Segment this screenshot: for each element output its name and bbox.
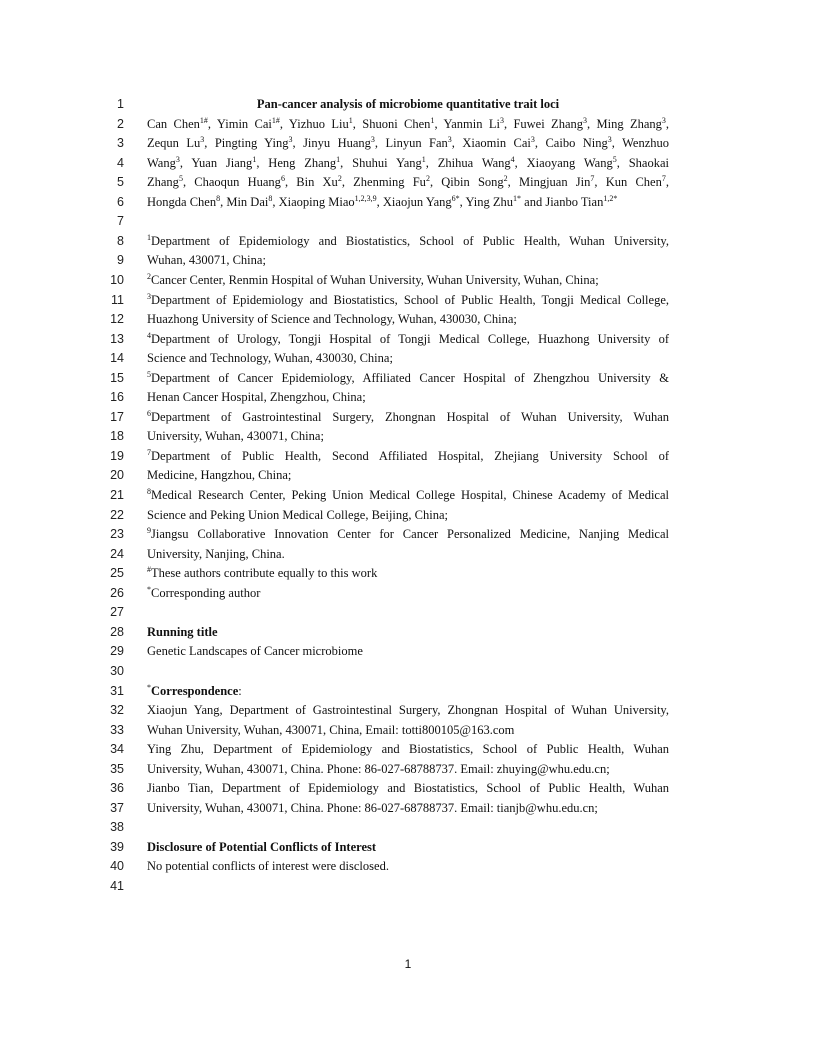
blank-line xyxy=(0,877,816,897)
author-name: , Ming Zhang xyxy=(587,116,662,131)
affiliation-line xyxy=(0,310,816,330)
running-title-heading: Running title xyxy=(147,624,218,639)
line-number: 30 xyxy=(110,663,124,678)
correspondence-line xyxy=(0,779,816,799)
affiliation-superscript: 2 xyxy=(337,174,342,184)
line-text xyxy=(147,642,669,660)
author-name: , Xiaojun Yang xyxy=(376,194,452,209)
line-text xyxy=(147,486,669,504)
author-name: , Zhihua Wang xyxy=(425,155,511,170)
correspondence-text: Wuhan University, Wuhan, 430071, China, Email: totti800105@163.com xyxy=(147,722,515,737)
affiliation-marker: 6 xyxy=(147,408,151,418)
affiliation-text: Henan Cancer Hospital, Zhengzhou, China; xyxy=(147,390,366,405)
correspondence-text: University, Wuhan, 430071, China. Phone: 86-027-68788737. Email: zhuying@whu.edu.cn; xyxy=(147,761,610,776)
blank-line xyxy=(0,212,816,232)
line-text xyxy=(147,545,669,563)
affiliation-line xyxy=(0,330,816,350)
author-name: , Fuwei Zhang xyxy=(503,116,583,131)
affiliation-superscript: 3 xyxy=(447,135,452,145)
author-name: , Yuan Jiang xyxy=(179,155,253,170)
disclosure-text: No potential conflicts of interest were disclosed. xyxy=(147,859,389,874)
author-name: and Jianbo Tian xyxy=(521,194,604,209)
affiliation-superscript: 1# xyxy=(199,115,208,125)
line-text xyxy=(147,134,669,152)
affiliation-superscript: 7 xyxy=(661,174,666,184)
affiliation-line xyxy=(0,408,816,428)
affiliation-text: Department of Epidemiology and Biostatistics, School of Public Health, Tongji Medical College, xyxy=(151,292,669,307)
author-name: , Shaokai xyxy=(616,155,669,170)
author-name: Zequn Lu xyxy=(147,136,201,151)
affiliation-marker: 8 xyxy=(147,487,151,496)
line-number: 25 xyxy=(110,566,124,581)
affiliation-superscript: 3 xyxy=(288,135,293,145)
line-text xyxy=(147,799,669,817)
affiliation-line xyxy=(0,506,816,526)
affiliation-superscript: 1 xyxy=(252,154,257,164)
author-name: , Xiaomin Cai xyxy=(451,136,531,151)
author-line xyxy=(0,134,816,154)
line-text xyxy=(147,740,669,758)
affiliation-line xyxy=(0,427,816,447)
correspondence-heading: Correspondence xyxy=(151,683,239,698)
affiliation-superscript: 5 xyxy=(612,154,617,164)
line-number: 33 xyxy=(110,722,124,737)
affiliation-superscript: 8 xyxy=(268,193,273,203)
affiliation-superscript: 3 xyxy=(661,115,666,125)
author-name: , Xiaoping Miao xyxy=(272,194,355,209)
affiliation-text: Department of Public Health, Second Affiliated Hospital, Zhejiang University School of xyxy=(151,448,669,463)
affiliation-line xyxy=(0,525,816,545)
running-title-text: Genetic Landscapes of Cancer microbiome xyxy=(147,644,363,659)
affiliation-line xyxy=(0,545,816,565)
line-number: 26 xyxy=(110,585,124,600)
line-number: 22 xyxy=(110,507,124,522)
correspondence-line xyxy=(0,701,816,721)
line-number: 28 xyxy=(110,624,124,639)
line-text xyxy=(147,349,669,367)
affiliation-line xyxy=(0,291,816,311)
author-name: , Yanmin Li xyxy=(434,116,500,131)
line-text xyxy=(147,447,669,465)
correspondence-text: Xiaojun Yang, Department of Gastrointestinal Surgery, Zhongnan Hospital of Wuhan University, xyxy=(147,703,669,718)
author-name: , xyxy=(665,175,669,190)
affiliation-text: Department of Epidemiology and Biostatistics, School of Public Health, Wuhan University, xyxy=(151,233,669,248)
line-number: 7 xyxy=(117,214,124,229)
line-number: 40 xyxy=(110,859,124,874)
colon: : xyxy=(238,683,242,698)
affiliation-text: Department of Urology, Tongji Hospital of Tongji Medical College, Huazhong University of xyxy=(151,331,669,346)
line-text xyxy=(147,427,669,445)
line-text xyxy=(147,760,669,778)
author-name: , Xiaoyang Wang xyxy=(514,155,613,170)
affiliation-line xyxy=(0,388,816,408)
affiliation-superscript: 1 xyxy=(421,154,426,164)
affiliation-marker: 9 xyxy=(147,526,151,536)
correspondence-text: University, Wuhan, 430071, China. Phone: 86-027-68788737. Email: tianjb@whu.edu.cn; xyxy=(147,800,598,815)
affiliation-superscript: 3 xyxy=(530,135,535,145)
line-text xyxy=(147,154,669,172)
author-name: , Wenzhuo xyxy=(611,136,669,151)
line-number: 11 xyxy=(111,292,124,307)
line-number: 8 xyxy=(117,233,124,248)
disclosure-line xyxy=(0,857,816,877)
line-text xyxy=(147,251,669,269)
line-number: 9 xyxy=(117,253,124,268)
line-text xyxy=(147,95,669,113)
affiliation-line xyxy=(0,271,816,291)
affiliation-text: Science and Peking Union Medical College, Beijing, China; xyxy=(147,507,448,522)
affiliation-superscript: 2 xyxy=(503,174,508,184)
author-line xyxy=(0,115,816,135)
line-number: 24 xyxy=(110,546,124,561)
affiliation-marker: * xyxy=(147,584,151,594)
author-name: Zhang xyxy=(147,175,179,190)
author-name: , Zhenming Fu xyxy=(341,175,426,190)
affiliation-superscript: 1 xyxy=(430,115,435,125)
affiliation-text: Wuhan, 430071, China; xyxy=(147,253,266,268)
author-line xyxy=(0,193,816,213)
line-text xyxy=(147,388,669,406)
line-number: 16 xyxy=(110,390,124,405)
line-number: 19 xyxy=(110,448,124,463)
affiliation-superscript: 6 xyxy=(280,174,285,184)
correspondence-text: Jianbo Tian, Department of Epidemiology and Biostatistics, School of Public Health, Wuhan xyxy=(147,781,669,796)
author-name: , Kun Chen xyxy=(594,175,662,190)
correspondence-line xyxy=(0,760,816,780)
line-number: 3 xyxy=(117,136,124,151)
line-text xyxy=(147,525,669,543)
affiliation-superscript: 1* xyxy=(513,193,522,203)
affiliation-line xyxy=(0,486,816,506)
affiliation-line xyxy=(0,369,816,389)
running-title-line xyxy=(0,642,816,662)
line-number: 31 xyxy=(110,683,124,698)
line-number: 14 xyxy=(110,351,124,366)
affiliation-text: Medicine, Hangzhou, China; xyxy=(147,468,292,483)
affiliation-superscript: 8 xyxy=(216,193,221,203)
line-number: 18 xyxy=(110,429,124,444)
correspondence-line xyxy=(0,721,816,741)
line-number: 12 xyxy=(110,312,124,327)
line-number: 6 xyxy=(117,194,124,209)
line-number: 39 xyxy=(110,839,124,854)
line-number: 5 xyxy=(117,175,124,190)
line-number: 34 xyxy=(110,742,124,757)
line-number: 4 xyxy=(117,155,124,170)
running-title-heading-line xyxy=(0,623,816,643)
author-name: , Caibo Ning xyxy=(534,136,608,151)
affiliation-line xyxy=(0,251,816,271)
blank-line xyxy=(0,662,816,682)
line-number: 23 xyxy=(110,527,124,542)
author-name: , Ying Zhu xyxy=(459,194,514,209)
disclosure-heading-line xyxy=(0,838,816,858)
line-number: 41 xyxy=(110,879,124,893)
affiliation-line xyxy=(0,349,816,369)
corresponding-marker: * xyxy=(147,682,151,692)
correspondence-line xyxy=(0,740,816,760)
line-text xyxy=(147,330,669,348)
blank-line xyxy=(0,818,816,838)
line-text xyxy=(147,466,669,484)
author-name: , Shuhui Yang xyxy=(340,155,422,170)
affiliation-text: Department of Gastrointestinal Surgery, Zhongnan Hospital of Wuhan University, Wuhan xyxy=(151,409,669,424)
title-line xyxy=(0,95,816,115)
affiliation-superscript: 1# xyxy=(271,115,280,125)
line-text xyxy=(147,623,669,641)
page-number: 1 xyxy=(404,957,412,971)
author-name: , Jinyu Huang xyxy=(292,136,371,151)
line-number: 13 xyxy=(110,331,124,346)
line-number: 38 xyxy=(110,820,124,835)
affiliation-superscript: 3 xyxy=(200,135,205,145)
affiliation-superscript: 3 xyxy=(583,115,587,125)
affiliation-text: Department of Cancer Epidemiology, Affiliated Cancer Hospital of Zhengzhou University & xyxy=(151,370,669,385)
line-number: 29 xyxy=(110,644,124,659)
affiliation-superscript: 1,2* xyxy=(603,193,618,203)
correspondence-heading-line xyxy=(0,682,816,702)
affiliation-text: Corresponding author xyxy=(151,585,261,600)
affiliation-marker: 4 xyxy=(147,330,151,340)
author-name: , Linyun Fan xyxy=(374,136,448,151)
author-name: , Heng Zhang xyxy=(256,155,337,170)
affiliation-superscript: 2 xyxy=(425,174,430,184)
line-text xyxy=(147,173,669,191)
author-name: , Yizhuo Liu xyxy=(279,116,349,131)
affiliation-line xyxy=(0,564,816,584)
line-text xyxy=(147,408,669,426)
author-name: , Pingting Ying xyxy=(204,136,289,151)
affiliation-line xyxy=(0,447,816,467)
affiliation-line xyxy=(0,232,816,252)
author-name: , Shuoni Chen xyxy=(352,116,431,131)
affiliation-marker: # xyxy=(147,565,151,575)
affiliation-superscript: 3 xyxy=(499,115,504,125)
affiliation-text: Jiangsu Collaborative Innovation Center for Cancer Personalized Medicine, Nanjing Medical xyxy=(151,527,669,542)
affiliation-text: Medical Research Center, Peking Union Medical College Hospital, Chinese Academy of Medical xyxy=(151,488,669,502)
affiliation-superscript: 3 xyxy=(607,135,612,145)
affiliation-marker: 7 xyxy=(147,447,151,457)
line-number: 17 xyxy=(110,409,124,424)
line-text xyxy=(147,838,669,856)
author-name: , Chaoqun Huang xyxy=(182,175,281,190)
affiliation-text: University, Nanjing, China. xyxy=(147,546,285,561)
line-number: 37 xyxy=(110,800,124,815)
line-text xyxy=(147,271,669,289)
affiliation-text: University, Wuhan, 430071, China; xyxy=(147,429,324,444)
affiliation-marker: 5 xyxy=(147,369,151,379)
affiliation-superscript: 1,2,3,9 xyxy=(354,193,377,203)
line-text xyxy=(147,682,669,700)
correspondence-line xyxy=(0,799,816,819)
line-number: 32 xyxy=(110,703,124,718)
author-name: Can Chen xyxy=(147,116,200,131)
disclosure-heading: Disclosure of Potential Conflicts of Interest xyxy=(147,839,377,854)
author-name: , xyxy=(665,116,669,131)
paper-title: Pan-cancer analysis of microbiome quantitative trait loci xyxy=(256,97,560,111)
line-text xyxy=(147,584,669,602)
affiliation-superscript: 6* xyxy=(451,193,460,203)
affiliation-superscript: 7 xyxy=(590,174,595,184)
line-text xyxy=(147,193,669,211)
line-number: 1 xyxy=(117,97,124,111)
correspondence-text: Ying Zhu, Department of Epidemiology and Biostatistics, School of Public Health, Wuhan xyxy=(147,742,669,757)
affiliation-text: Cancer Center, Renmin Hospital of Wuhan University, Wuhan University, Wuhan, China; xyxy=(151,272,599,287)
affiliation-superscript: 4 xyxy=(510,154,515,164)
affiliation-superscript: 5 xyxy=(178,174,183,184)
affiliation-superscript: 1 xyxy=(336,154,341,164)
line-number: 15 xyxy=(110,370,124,385)
line-text xyxy=(147,701,669,719)
line-text xyxy=(147,232,669,250)
line-text xyxy=(147,564,669,582)
author-name: , Qibin Song xyxy=(429,175,504,190)
line-number: 20 xyxy=(110,468,124,483)
line-number: 36 xyxy=(110,781,124,796)
affiliation-superscript: 3 xyxy=(370,135,375,145)
line-number: 10 xyxy=(110,272,124,287)
line-text xyxy=(147,369,669,387)
affiliation-marker: 2 xyxy=(147,271,151,281)
line-text xyxy=(147,721,669,739)
affiliation-marker: 3 xyxy=(147,291,151,301)
author-name: , Min Dai xyxy=(220,194,269,209)
line-text xyxy=(147,857,669,875)
line-number: 27 xyxy=(110,605,124,620)
affiliation-line xyxy=(0,466,816,486)
author-name: Hongda Chen xyxy=(147,194,217,209)
author-name: , Yimin Cai xyxy=(207,116,272,131)
affiliation-marker: 1 xyxy=(147,232,151,242)
author-name: , Bin Xu xyxy=(284,175,338,190)
line-text xyxy=(147,291,669,309)
line-text xyxy=(147,779,669,797)
line-text xyxy=(147,310,669,328)
author-line xyxy=(0,173,816,193)
line-number: 35 xyxy=(110,761,124,776)
affiliation-superscript: 1 xyxy=(348,115,353,125)
author-line xyxy=(0,154,816,174)
author-name: Wang xyxy=(147,155,176,170)
author-name: , Mingjuan Jin xyxy=(507,175,591,190)
line-number: 21 xyxy=(110,488,124,502)
affiliation-superscript: 3 xyxy=(175,154,180,164)
blank-line xyxy=(0,603,816,623)
affiliation-line xyxy=(0,584,816,604)
line-text xyxy=(147,115,669,133)
line-text xyxy=(147,506,669,524)
line-number: 2 xyxy=(117,116,124,131)
affiliation-text: These authors contribute equally to this work xyxy=(151,566,378,581)
affiliation-text: Science and Technology, Wuhan, 430030, China; xyxy=(147,351,393,366)
affiliation-text: Huazhong University of Science and Technology, Wuhan, 430030, China; xyxy=(147,312,517,327)
